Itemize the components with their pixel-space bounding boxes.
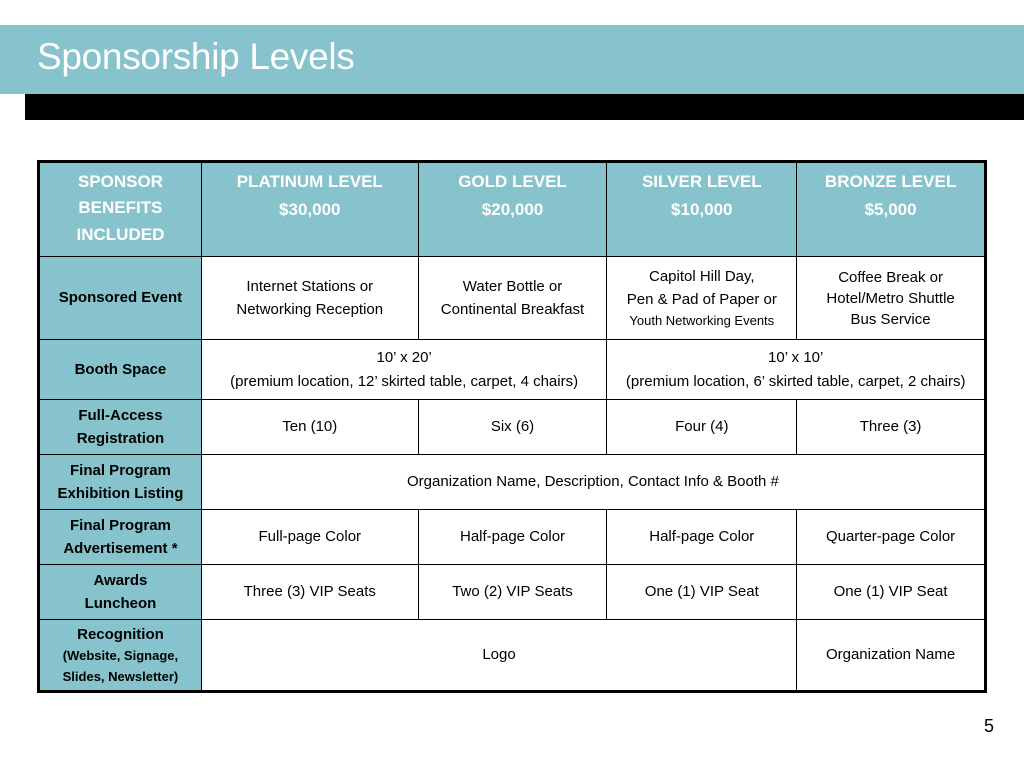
title-underline-bar	[25, 94, 1024, 120]
row-label: Sponsored Event	[39, 257, 202, 340]
row-label	[39, 620, 202, 692]
cell-line: Networking Reception	[236, 301, 384, 318]
cell: Full-page Color	[201, 510, 418, 565]
cell-line: 10’ x 10’	[768, 349, 824, 367]
cell-line: Coffee Break or	[838, 268, 943, 286]
cell: Organization Name, Description, Contact Info & Booth #	[201, 455, 985, 510]
page-number: 5	[984, 716, 995, 736]
cell-line: Youth Networking Events	[629, 313, 775, 329]
cell-line: (premium location, 6’ skirted table, carpet, 2 chairs)	[625, 372, 966, 390]
cell: One (1) VIP Seat	[607, 565, 797, 620]
sponsorship-table	[37, 160, 987, 693]
level-name: GOLD LEVEL	[458, 172, 567, 191]
row-advertisement	[39, 510, 986, 565]
corner-header	[39, 162, 202, 257]
platinum-header	[201, 162, 418, 257]
cell-line: Water Bottle or	[462, 277, 563, 295]
cell: Three (3)	[797, 400, 986, 455]
level-price: $10,000	[671, 200, 733, 220]
cell-line: Capitol Hill Day,	[648, 267, 755, 285]
row-label-line: Advertisement *	[63, 540, 178, 557]
cell-line: Bus Service	[850, 310, 931, 328]
row-sponsored-event	[39, 257, 986, 340]
header-row	[39, 162, 986, 257]
row-full-access	[39, 400, 986, 455]
cell: Logo	[201, 620, 796, 692]
cell: Three (3) VIP Seats	[201, 565, 418, 620]
corner-header-line: SPONSOR	[77, 172, 163, 191]
cell: Four (4)	[607, 400, 797, 455]
row-awards-luncheon	[39, 565, 986, 620]
gold-header	[418, 162, 607, 257]
cell	[797, 257, 986, 340]
level-price: $30,000	[279, 200, 341, 220]
row-label	[39, 565, 202, 620]
row-label-line: Full-Access	[78, 406, 163, 424]
cell: Half-page Color	[607, 510, 797, 565]
row-label: Booth Space	[39, 340, 202, 400]
row-label-line: Final Program	[70, 516, 171, 534]
cell: Six (6)	[418, 400, 607, 455]
cell-line: Internet Stations or	[246, 277, 374, 295]
cell-line: Continental Breakfast	[440, 301, 585, 318]
cell	[607, 340, 986, 400]
cell: Two (2) VIP Seats	[418, 565, 607, 620]
slide-title: Sponsorship Levels	[37, 36, 355, 77]
row-exhibition-listing	[39, 455, 986, 510]
corner-header-line: INCLUDED	[76, 224, 165, 244]
row-label-line: Luncheon	[84, 595, 157, 612]
cell: Ten (10)	[201, 400, 418, 455]
cell	[201, 257, 418, 340]
cell-line: Pen & Pad of Paper or	[626, 290, 777, 308]
row-recognition	[39, 620, 986, 692]
row-label	[39, 455, 202, 510]
level-price: $20,000	[481, 200, 544, 220]
bronze-header	[797, 162, 986, 257]
cell: Quarter-page Color	[797, 510, 986, 565]
cell	[607, 257, 797, 340]
row-label	[39, 510, 202, 565]
corner-header-line: BENEFITS	[78, 198, 163, 218]
cell: Half-page Color	[418, 510, 607, 565]
cell	[201, 340, 607, 400]
row-label-line: Awards	[93, 571, 148, 589]
level-price: $5,000	[864, 200, 917, 220]
row-label-line: Final Program	[70, 461, 171, 479]
cell-line: (premium location, 12’ skirted table, carpet, 4 chairs)	[230, 372, 579, 390]
row-sublabel-line: Slides, Newsletter)	[62, 668, 179, 684]
cell: One (1) VIP Seat	[797, 565, 986, 620]
row-label-line: Exhibition Listing	[57, 485, 184, 502]
row-label-line: Registration	[76, 430, 165, 447]
row-sublabel-line: (Website, Signage,	[62, 648, 179, 664]
cell-line: Hotel/Metro Shuttle	[826, 289, 955, 307]
row-label-line: Recognition	[77, 626, 164, 644]
cell	[418, 257, 607, 340]
level-name: PLATINUM LEVEL	[236, 172, 383, 191]
row-booth-space	[39, 340, 986, 400]
row-label	[39, 400, 202, 455]
cell-line: 10’ x 20’	[376, 349, 432, 367]
silver-header	[607, 162, 797, 257]
level-name: SILVER LEVEL	[641, 172, 762, 191]
cell: Organization Name	[797, 620, 986, 692]
level-name: BRONZE LEVEL	[824, 172, 957, 191]
